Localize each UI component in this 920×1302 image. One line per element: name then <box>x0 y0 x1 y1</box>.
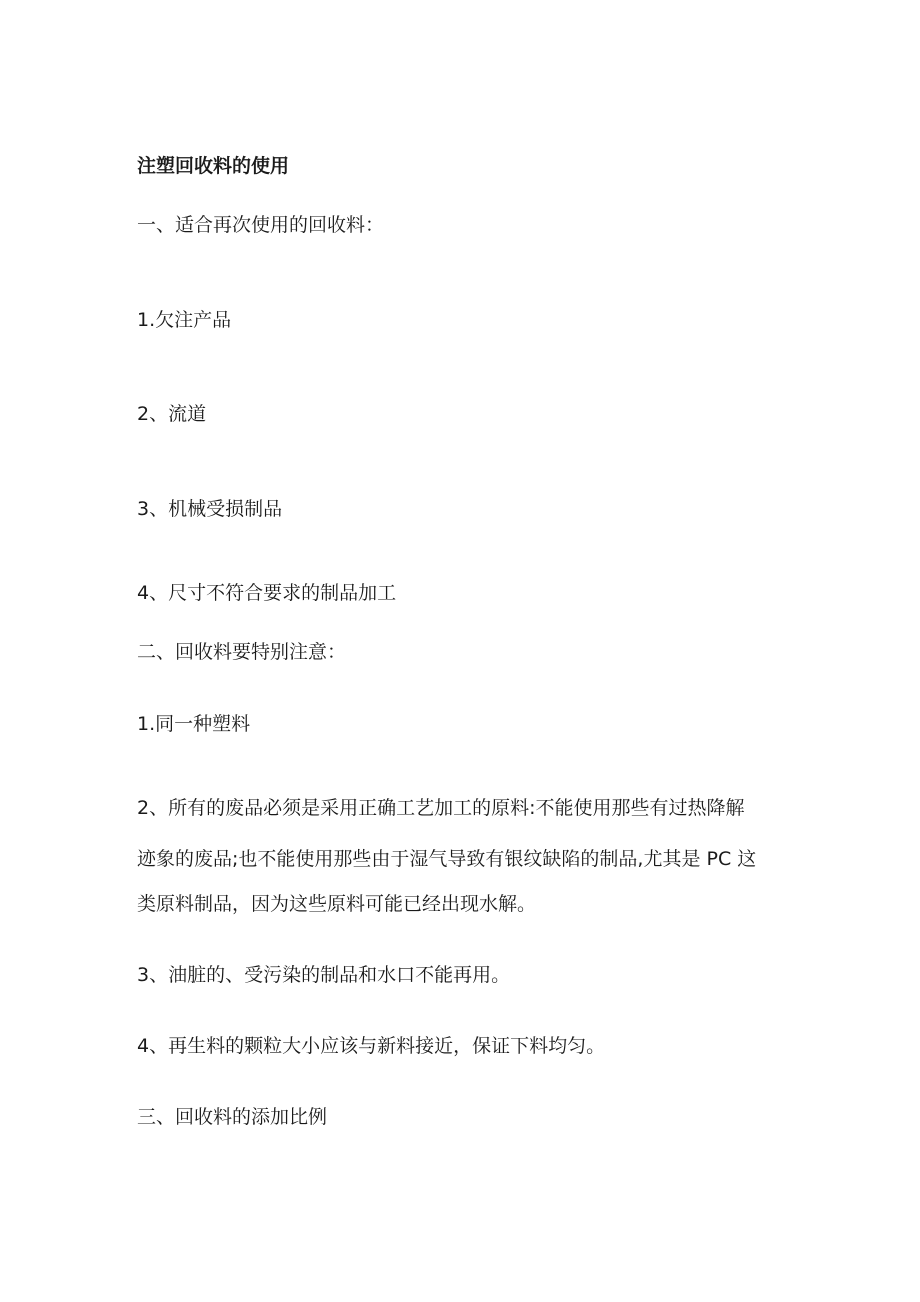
section-1-heading: 一、适合再次使用的回收料： <box>137 214 385 236</box>
section-1-item-1: 1.欠注产品 <box>137 309 232 331</box>
section-2-item-2-line-1: 2、所有的废品必须是采用正确工艺加工的原料:不能使用那些有过热降解 <box>137 797 745 819</box>
section-2-item-4: 4、再生料的颗粒大小应该与新料接近，保证下料均匀。 <box>137 1035 606 1057</box>
section-1-item-3: 3、机械受损制品 <box>137 498 283 520</box>
section-2-item-3: 3、油脏的、受污染的制品和水口不能再用。 <box>137 964 511 986</box>
section-2-item-2-line-3: 类原料制品，因为这些原料可能已经出现水解。 <box>137 893 537 915</box>
section-2-item-1: 1.同一种塑料 <box>137 713 251 735</box>
section-1-item-2: 2、流道 <box>137 403 207 425</box>
document-title: 注塑回收料的使用 <box>137 155 290 177</box>
section-1-item-4: 4、尺寸不符合要求的制品加工 <box>137 582 397 604</box>
section-2-item-2-line-2: 迹象的废品;也不能使用那些由于湿气导致有银纹缺陷的制品,尤其是 PC 这 <box>137 848 757 870</box>
section-3-heading: 三、回收料的添加比例 <box>137 1106 328 1128</box>
section-2-heading: 二、回收料要特别注意： <box>137 641 347 663</box>
